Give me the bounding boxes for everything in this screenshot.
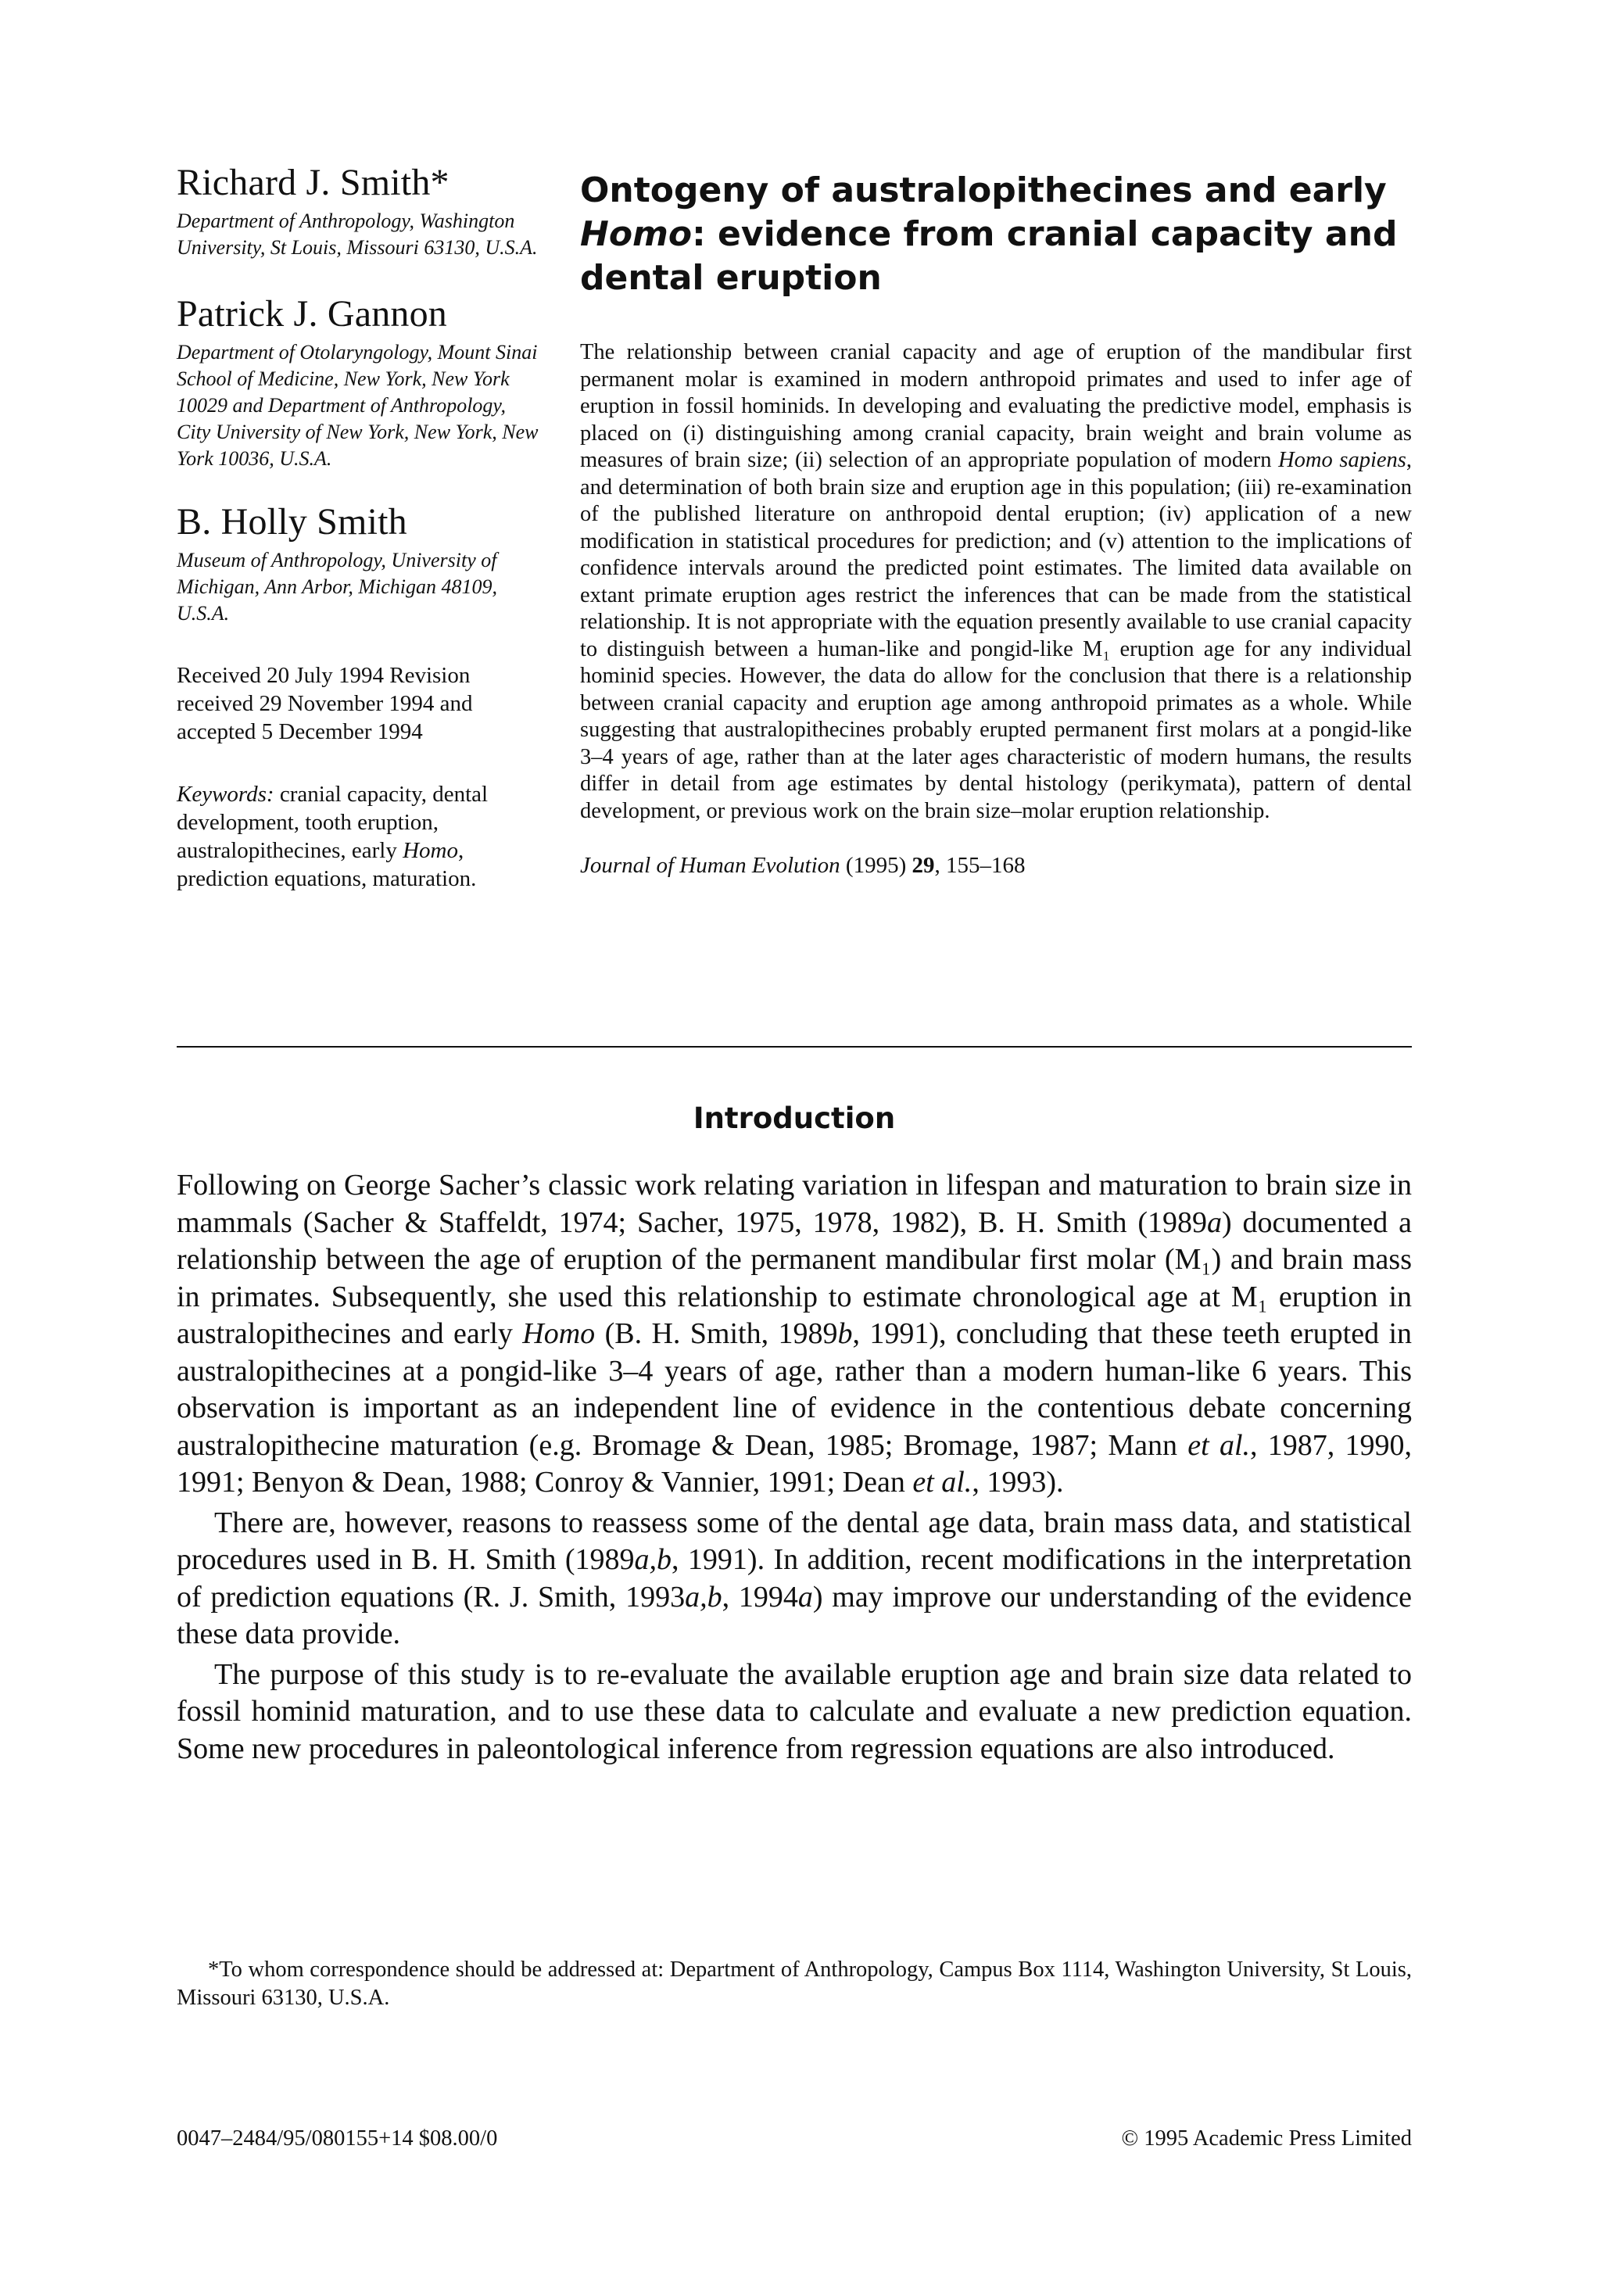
text-run: Homo [522, 1317, 596, 1350]
author-name: Richard J. Smith* [177, 162, 449, 203]
author-affiliation: Department of Otolaryngology, Mount Sinai School of Medicine, New York, New York 10029 and Department of Anthropology, City University of New York, New York, New York 10036, U.S.A. [177, 341, 539, 470]
text-run: et al. [1187, 1428, 1251, 1462]
intro-paragraph-1 [177, 1167, 1412, 1502]
text-run: There are, however, reasons to reassess some of the dental age data, brain mass data, and statistical procedures used in B. H. Smith (1989 [177, 1506, 1412, 1576]
author-name: Patrick J. Gannon [177, 293, 448, 335]
author-block [177, 500, 544, 627]
text-run: et al. [912, 1466, 972, 1499]
keywords-label: Keywords: [177, 782, 274, 807]
text-run: Following on George Sacher’s classic work relating variation in lifespan and maturation to brain size in mammals (Sacher & Staffeldt, 1974; Sacher, 1975, 1978, 1982), B. H. Smith (1989 [177, 1169, 1412, 1239]
correspondence-footnote: *To whom correspondence should be addressed at: Department of Anthropology, Campus Box 1114, Washington University, St Louis, Missouri 63130, U.S.A. [177, 1958, 1412, 2010]
text-run: , 1993). [972, 1466, 1064, 1499]
title-abstract-column [580, 169, 1412, 879]
article-title [580, 169, 1412, 300]
journal-year: (1995) [840, 853, 912, 878]
introduction-body [177, 1167, 1412, 1768]
received-dates: Received 20 July 1994 Revision received 29 November 1994 and accepted 5 December 1994 [177, 663, 473, 744]
keywords [177, 780, 528, 893]
intro-paragraph-2 [177, 1505, 1412, 1653]
text-run: a [1206, 1205, 1222, 1239]
issn-line: 0047–2484/95/080155+14 $08.00/0 [177, 2126, 498, 2151]
keywords-homo: Homo [403, 838, 458, 863]
title-part-1: Ontogeny of australopithecines and early [580, 170, 1387, 210]
journal-volume: 29 [912, 853, 935, 878]
author-name: B. Holly Smith [177, 501, 407, 543]
text-run: , 1987, 1990, 1991; Benyon & Dean, 1988; Conroy & Vannier, 1991; Dean [177, 1428, 1413, 1499]
intro-paragraph-3: The purpose of this study is to re-evaluate the available eruption age and brain size data related to fossil hominid maturation, and to use these data to calculate and evaluate a new prediction equation. Some new procedures in paleontological inference from regression equations are also introduced. [177, 1657, 1412, 1765]
title-part-2: : evidence from cranial capacity and dental eruption [580, 214, 1398, 298]
author-affiliation: Museum of Anthropology, University of Michigan, Ann Arbor, Michigan 48109, U.S.A. [177, 549, 497, 625]
title-homo: Homo [580, 214, 693, 254]
journal-pages: , 155–168 [934, 853, 1026, 878]
text-run: a,b [685, 1580, 722, 1614]
text-run: a,b [634, 1543, 672, 1576]
abstract [580, 339, 1412, 825]
author-column [177, 161, 544, 893]
journal-name: Journal of Human Evolution [580, 853, 840, 878]
text-run: , 1991), concluding that these teeth erupted in australopithecines at a pongid-like 3–4 years of age, rather than a modern human-like 6 years. This observation is important as an independent line of evidence in the contentious debate concerning australopithecine maturation (e.g. Bromage & Dean, 1985; Bromage, 1987; Mann [177, 1317, 1412, 1462]
text-run: (B. H. Smith, 1989 [595, 1317, 838, 1350]
abstract-seg-1: The relationship between cranial capacity and age of eruption of the mandibular first permanent molar is examined in modern anthropoid primates and used to infer age of eruption in fossil hominids. In developing and evaluating the predictive model, emphasis is placed on (i) distinguishing among cranial capacity, brain weight and brain volume as measures of brain size; (ii) selection of an appropriate population of modern [580, 340, 1412, 472]
text-run: ) documented a relationship between the age of eruption of the permanent mandibular first molar (M₁) and brain mass in primates. Subsequently, she used this relationship to estimate chronological age at M₁ eruption in australopithecines and early [177, 1205, 1412, 1350]
author-block [177, 161, 544, 261]
text-run: ) may improve our understanding of the evidence these data provide. [177, 1580, 1413, 1650]
keywords-tail: , prediction equations, maturation. [177, 838, 477, 891]
text-run: , 1991). In addition, recent modifications in the interpretation of prediction equations (R. J. Smith, 1993 [177, 1543, 1412, 1614]
text-run: , 1994 [722, 1580, 798, 1614]
text-run: b [837, 1317, 853, 1350]
abstract-homo-sapiens: Homo sapiens [1278, 448, 1406, 472]
abstract-seg-2: , and determination of both brain size and eruption age in this population; (iii) re-examination of the published literature on anthropoid dental eruption; (iv) application of a new modification in statistical procedures for prediction; and (v) attention to the implications of confidence intervals around the predicted point estimates. The limited data available on extant primate eruption ages restrict the inferences that can be made from the statistical relationship. It is not appropriate with the equation presently available to use cranial capacity to distinguish between a human-like and pongid-like M₁ eruption age for any individual hominid species. However, the data do allow for the conclusion that there is a relationship between cranial capacity and eruption age among anthropoid primates as a whole. While suggesting that australopithecines probably erupted permanent first molars at a pongid-like 3–4 years of age, rather than at the later ages characteristic of modern humans, the results differ in detail from age estimates by dental histology (perikymata), pattern of dental development, or previous work on the brain size–molar eruption relationship. [580, 448, 1412, 823]
journal-reference [580, 851, 1412, 879]
keywords-text: cranial capacity, dental development, tooth eruption, australopithecines, early [177, 782, 489, 863]
header-divider [177, 1046, 1412, 1048]
author-block [177, 292, 544, 472]
text-run: a [797, 1580, 813, 1614]
copyright-line: © 1995 Academic Press Limited [1121, 2126, 1412, 2151]
author-affiliation: Department of Anthropology, Washington University, St Louis, Missouri 63130, U.S.A. [177, 210, 538, 259]
section-heading: Introduction [693, 1101, 896, 1135]
